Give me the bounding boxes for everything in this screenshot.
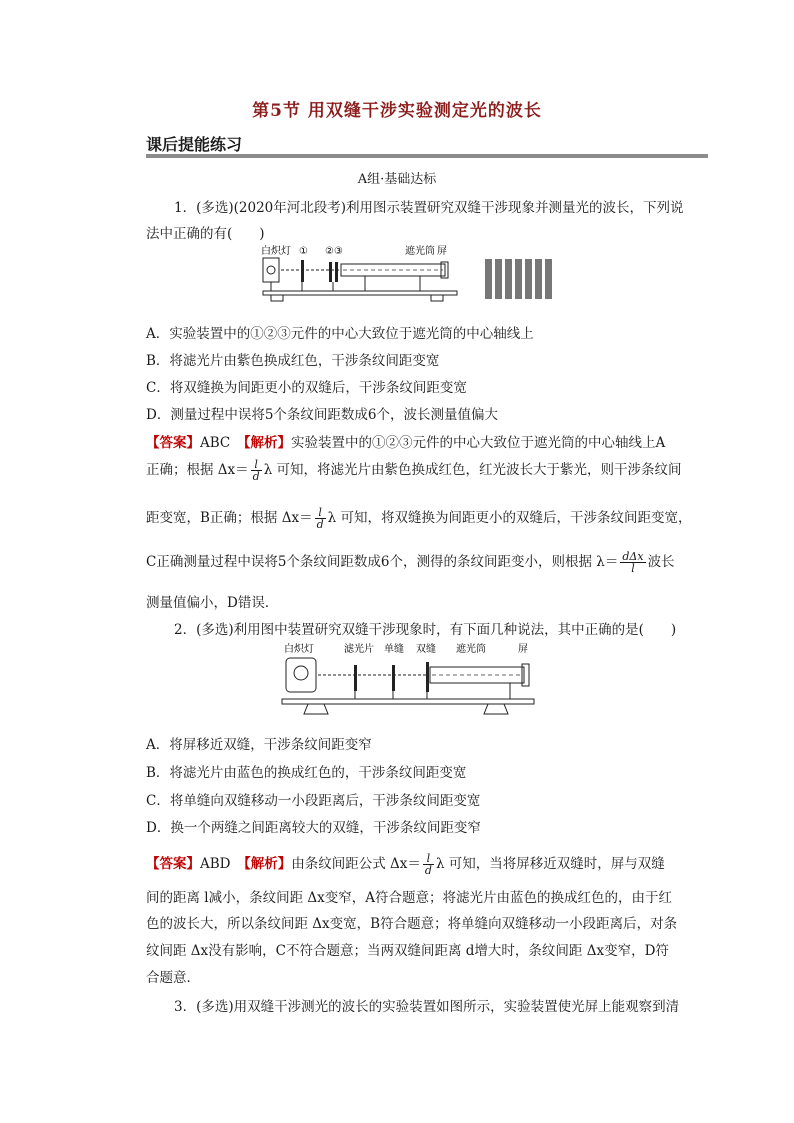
q2-label-double: 双缝 — [416, 644, 436, 655]
q1-element-2 — [329, 262, 332, 282]
q1-answer-tag: 【答案】 — [146, 435, 200, 451]
q2-foot — [304, 704, 328, 714]
q1-stem-line2: 法中正确的有( ) — [146, 226, 265, 242]
q2-single-slit — [392, 665, 395, 691]
q1-answer: ABC — [200, 435, 231, 451]
q1-answer-line — [146, 431, 665, 451]
q1-label-lamp: 白炽灯 — [261, 246, 291, 257]
q2-rail — [282, 699, 534, 704]
q2-stem: 2．(多选)利用图中装置研究双缝干涉现象时，有下面几种说法，其中正确的是( ) — [174, 622, 677, 638]
group-heading: A组·基础达标 — [357, 172, 437, 187]
q1-option-b: B．将滤光片由紫色换成红色，干涉条纹间距变宽 — [146, 353, 440, 369]
fraction-l-over-d: $\frac{l}{d}$ — [252, 458, 260, 483]
q2-answer-line: 【答案】ABD 【解析】由条纹间距公式 Δx＝ $\frac{l}{d}$ λ 可知，当将屏移近双缝时，屏与双缝 — [146, 852, 665, 877]
q2-answer: ABD — [200, 856, 231, 872]
q1-analysis-tag: 【解析】 — [243, 435, 291, 451]
q1-rail — [263, 291, 457, 295]
q2-option-c: C．将单缝向双缝移动一小段距离后，干涉条纹间距变宽 — [146, 793, 481, 809]
q2-lamp-bulb — [294, 666, 308, 680]
q1-label-c1: ① — [299, 246, 308, 257]
q2-apparatus-figure — [280, 640, 540, 724]
q2-option-b: B．将滤光片由蓝色的换成红色的，干涉条纹间距变宽 — [146, 765, 467, 781]
q1-analysis-line5: 测量值偏小，D错误． — [146, 595, 279, 611]
page-title: 第5节 用双缝干涉实验测定光的波长 — [252, 101, 542, 121]
q1-lamp-bulb — [267, 266, 275, 274]
q2-analysis-line4: 纹间距 Δx没有影响，C不符合题意；当两双缝间距离 d增大时，条纹间距 Δx变窄，D符 — [146, 943, 669, 959]
q2-analysis-line5: 合题意． — [146, 970, 200, 986]
fraction-l-over-d: $\frac{l}{d}$ — [316, 506, 324, 531]
q2-label-single: 单缝 — [384, 644, 404, 655]
q1-option-c: C．将双缝换为间距更小的双缝后，干涉条纹间距变宽 — [146, 380, 467, 396]
q1-element-1 — [301, 260, 304, 282]
q1-label-screen: 屏 — [437, 246, 447, 257]
q2-analysis-line3: 色的波长大，所以条纹间距 Δx变宽，B符合题意；将单缝向双缝移动一小段距离后，对条 — [146, 916, 678, 932]
q2-label-lamp: 白炽灯 — [284, 644, 314, 655]
fraction-l-over-d: $\frac{l}{d}$ — [424, 852, 432, 877]
q1-lamp-box — [263, 258, 279, 282]
q1-foot — [431, 295, 443, 301]
q3-stem: 3．(多选)用双缝干涉测光的波长的实验装置如图所示，实验装置使光屏上能观察到清 — [174, 999, 680, 1015]
q2-filter — [354, 665, 357, 691]
q2-answer-tag: 【答案】 — [146, 856, 200, 872]
q1-analysis-1: 实验装置中的①②③元件的中心大致位于遮光筒的中心轴线上A — [291, 435, 666, 451]
q2-option-a: A．将屏移近双缝，干涉条纹间距变窄 — [146, 737, 372, 753]
q2-foot — [484, 704, 508, 714]
q1-element-3 — [335, 262, 338, 282]
q2-label-tube: 遮光筒 — [456, 644, 486, 655]
q1-label-c23: ②③ — [325, 246, 343, 257]
q2-analysis-line2: 间的距离 l减小，条纹间距 Δx变窄，A符合题意；将滤光片由蓝色的换成红色的，由于红 — [146, 890, 673, 906]
q1-stem-line1: 1．(多选)(2020年河北段考)利用图示装置研究双缝干涉现象并测量光的波长，下列说 — [174, 200, 684, 216]
q1-analysis-line4: C正确测量过程中误将5个条纹间距数成6个，测得的条纹间距变小，则根据 λ＝ $\frac{\text{dΔx}}{l}$ 波长 — [146, 550, 675, 575]
section-divider — [146, 154, 708, 158]
q2-option-d: D．换一个两缝之间距离较大的双缝，干涉条纹间距变窄 — [146, 820, 481, 836]
q2-label-filter: 滤光片 — [344, 644, 374, 655]
section-heading: 课后提能练习 — [146, 135, 243, 154]
q1-fringe-pattern — [485, 259, 552, 299]
q1-analysis-line2: 正确；根据 Δx＝ $\frac{l}{d}$ λ 可知，将滤光片由紫色换成红色，红光波长大于紫光，则干涉条纹间 — [146, 458, 682, 483]
q1-apparatus-figure — [255, 243, 575, 305]
q1-label-tube: 遮光筒 — [405, 246, 435, 257]
fraction-ddx-over-l: $\frac{\text{dΔx}}{l}$ — [622, 550, 644, 575]
q2-label-screen: 屏 — [518, 644, 528, 655]
q1-foot — [271, 295, 283, 301]
q1-option-d: D．测量过程中误将5个条纹间距数成6个，波长测量值偏大 — [146, 407, 499, 423]
q2-analysis-tag: 【解析】 — [244, 856, 292, 872]
q1-analysis-line3: 距变宽，B正确；根据 Δx＝ $\frac{l}{d}$ λ 可知，将双缝换为间距更小的双缝后，干涉条纹间距变宽， — [146, 506, 692, 531]
q2-double-slit — [426, 662, 429, 692]
q1-option-a: A．实验装置中的①②③元件的中心大致位于遮光筒的中心轴线上 — [146, 326, 534, 342]
q2-lamp-box — [286, 658, 316, 692]
